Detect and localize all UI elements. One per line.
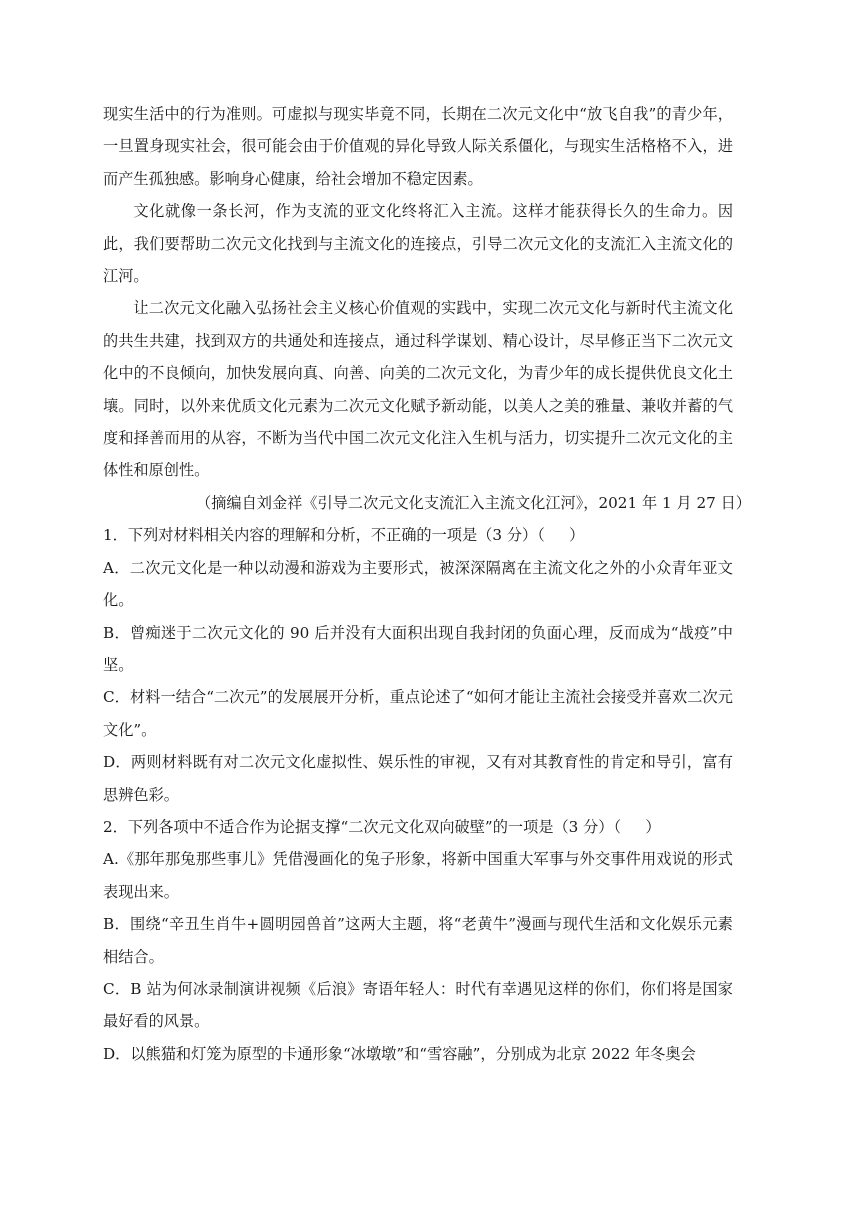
document-page — [103, 98, 751, 1070]
question-1-option-a: A．二次元文化是一种以动漫和游戏为主要形式，被深深隔离在主流文化之外的小众青年亚文化。 — [103, 558, 733, 610]
question-2-option-b: B．围绕“辛丑生肖牛+圆明园兽首”这两大主题，将“老黄牛”漫画与现代生活和文化娱乐元素相结合。 — [103, 915, 733, 966]
question-1-text: 1．下列对材料相关内容的理解和分析，不正确的一项是（3 分）（ — [103, 526, 545, 545]
question-2-option-c: C．B 站为何冰录制演讲视频《后浪》寄语年轻人：时代有幸遇见这样的你们，你们将是国家最好看的风景。 — [103, 979, 733, 1031]
question-2-stem — [103, 811, 733, 843]
passage-paragraph-2: 文化就像一条长河，作为支流的亚文化终将汇入主流。这样才能获得长久的生命力。因此，我们要帮助二次元文化找到与主流文化的连接点，引导二次元文化的支流汇入主流文化的江河。 — [103, 202, 733, 286]
question-1-stem — [103, 519, 733, 551]
question-1-close: ） — [569, 526, 585, 545]
passage-paragraph-3: 让二次元文化融入弘扬社会主义核心价值观的实践中，实现二次元文化与新时代主流文化的共生共建，找到双方的共通处和连接点，通过科学谋划、精心设计，尽早修正当下二次元文化中的不良倾向，加快发展向真、向善、向美的二次元文化，为青少年的成长提供优良文化土壤。同时，以外来优质文化元素为二次元文化赋予新动能，以美人之美的雅量、兼收并蓄的气度和择善而用的从容，不断为当代中国二次元文化注入生机与活力，切实提升二次元文化的主体性和原创性。 — [103, 299, 733, 480]
question-2-text: 2．下列各项中不适合作为论据支撑“二次元文化双向破壁”的一项是（3 分）（ — [103, 817, 622, 836]
passage-paragraph-1: 现实生活中的行为准则。可虚拟与现实毕竟不同，长期在二次元文化中“放飞自我”的青少年，一旦置身现实社会，很可能会由于价值观的异化导致人际关系僵化，与现实生活格格不入，进而产生孤独感。影响身心健康，给社会增加不稳定因素。 — [103, 105, 733, 188]
question-1-option-d: D．两则材料既有对二次元文化虚拟性、娱乐性的审视，又有对其教育性的肯定和导引，富有思辨色彩。 — [103, 753, 733, 804]
question-1-option-c: C．材料一结合“二次元”的发展展开分析，重点论述了“如何才能让主流社会接受并喜欢二次元文化”。 — [103, 688, 733, 739]
question-1-option-b: B．曾痴迷于二次元文化的 90 后并没有大面积出现自我封闭的负面心理，反而成为“战疫”中坚。 — [103, 623, 733, 674]
question-2-option-a: A.《那年那兔那些事儿》凭借漫画化的兔子形象，将新中国重大军事与外交事件用戏说的形式表现出来。 — [103, 850, 733, 901]
question-2-option-d: D．以熊猫和灯笼为原型的卡通形象“冰墩墩”和“雪容融”，分别成为北京 2022 年冬奥会 — [103, 1044, 696, 1063]
source-citation: （摘编自刘金祥《引导二次元文化支流汇入主流文化江河》，2021 年 1 月 27 日） — [196, 493, 751, 512]
question-2-close: ） — [645, 817, 661, 836]
